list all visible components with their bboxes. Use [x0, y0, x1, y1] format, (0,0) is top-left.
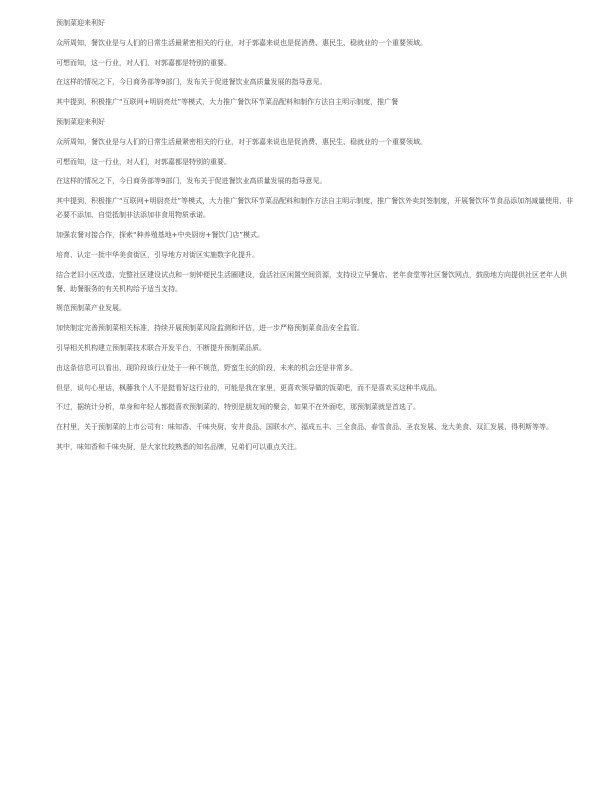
- article-paragraph: 加强农餐对接合作，探索“种养殖基地+中央厨房+餐饮门店”模式。: [56, 230, 264, 239]
- article-paragraph: 加快制定完善预制菜相关标准，持续开展预制菜风险监测和评估，进一步严格预制菜食品安全监管。: [56, 324, 364, 333]
- article-paragraph: 可想而知，这一行业，对人们，对郭嘉都是特别的重要。: [56, 157, 231, 166]
- article-paragraph: 可想而知，这一行业，对人们，对郭嘉都是特别的重要。: [56, 58, 231, 67]
- article-paragraph: 引导相关机构建立预制菜技术联合开发平台，不断提升预制菜品质。: [56, 343, 266, 352]
- article-paragraph: 其中提到，积极推广“互联网+明厨亮灶”等模式，大力推广餐饮环节菜品配料和制作方法自主明示制度，推广餐: [56, 98, 399, 107]
- article-paragraph: 规范预制菜产业发展。: [56, 304, 126, 313]
- article-paragraph: 结合老旧小区改造、完整社区建设试点和一刻钟便民生活圈建设，盘活社区闲置空间资源，支持设立早餐店、老年食堂等社区餐饮网点，鼓励地方向提供社区老年人供餐、助餐服务的有关机构给予适当支持。: [56, 270, 567, 293]
- article-paragraph: 在村里，关于预制菜的上市公司有：味知香、千味央厨、安井食品、国联水产、福成五丰、三全食品、春雪食品、圣农发展、龙大美食、双汇发展、得利斯等等。: [56, 423, 553, 432]
- article-paragraph: 培育、认定一批中华美食街区，引导地方对街区实施数字化提升。: [56, 250, 259, 259]
- article-heading: 预制菜迎来利好: [56, 19, 105, 27]
- article-paragraph: 不过，据统计分析，单身和年轻人都挺喜欢预制菜的，特别是朋友间的聚会，如果不在外面吃，那预制菜就是首选了。: [56, 403, 420, 412]
- article-paragraph: 其中提到，积极推广“互联网+明厨亮灶”等模式，大力推广餐饮环节菜品配料和制作方法自主明示制度，推广餐饮外卖封签制度，开展餐饮环节食品添加剂减量使用、非必要不添加、自觉抵制非法添加非食用物质承诺。: [56, 197, 574, 220]
- article-paragraph: 在这样的情况之下，今日商务部等9部门，发布关于促进餐饮业高质量发展的指导意见。: [56, 78, 327, 87]
- article-paragraph: 在这样的情况之下，今日商务部等9部门，发布关于促进餐饮业高质量发展的指导意见。: [56, 177, 327, 186]
- article-paragraph: 众所周知，餐饮业是与人们的日常生活最紧密相关的行业，对于郭嘉来说也是促消费、惠民生、稳就业的一个重要领域。: [56, 137, 427, 146]
- article-paragraph: 众所周知，餐饮业是与人们的日常生活最紧密相关的行业，对于郭嘉来说也是促消费、惠民生、稳就业的一个重要领域。: [56, 38, 427, 47]
- article-body: [56, 16, 576, 460]
- article-paragraph: 由这条信息可以看出，现阶段该行业处于一种不规范，野蛮生长的阶段，未来的机会还是非常多。: [56, 363, 357, 372]
- article-heading: 预制菜迎来利好: [56, 117, 105, 126]
- article-paragraph: 但是，说句心里话，枫藤我个人不是挺看好这行业的，可能是我在家里，更喜欢领导做的饭菜吧，而不是喜欢买这种半成品。: [56, 383, 441, 392]
- article-paragraph: 其中，味知香和千味央厨，是大家比较熟悉的知名品牌，兄弟们可以重点关注。: [56, 442, 301, 451]
